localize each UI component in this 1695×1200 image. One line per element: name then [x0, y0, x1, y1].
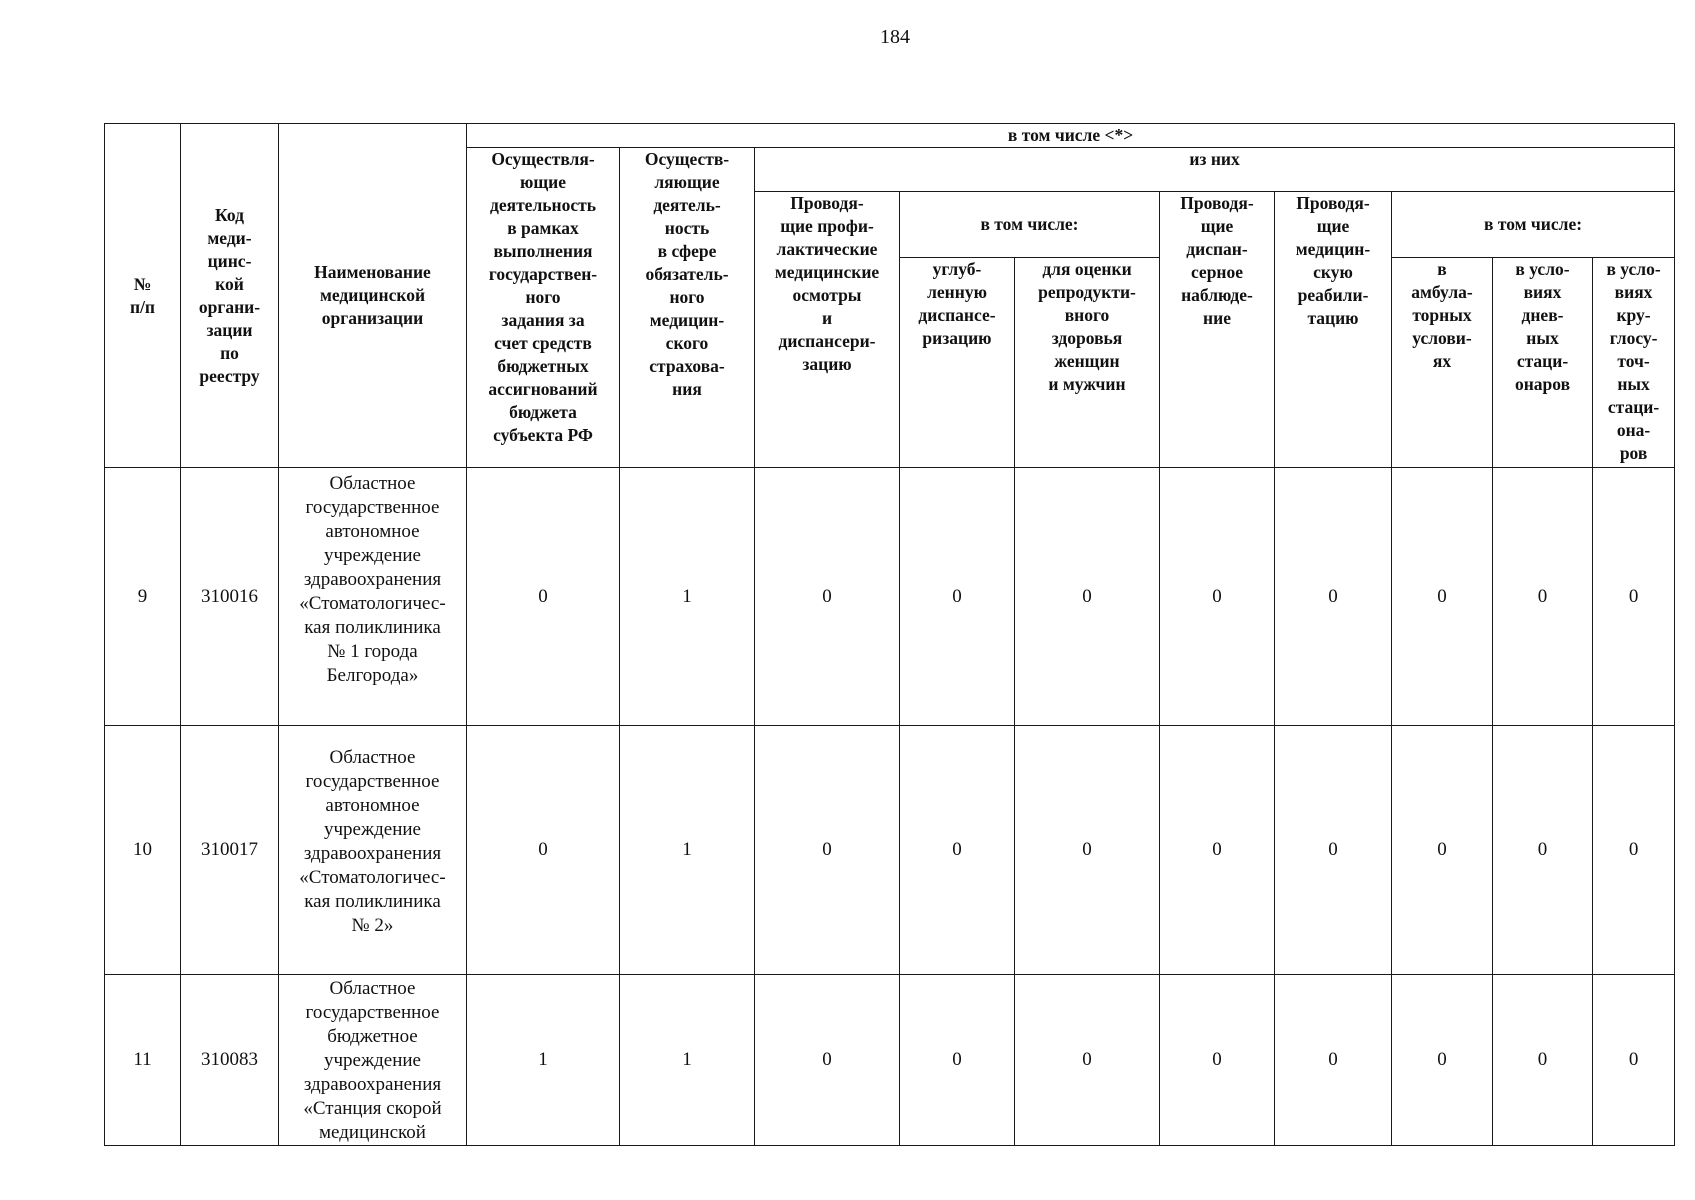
cell-ambulatory: 0	[1392, 726, 1493, 975]
cell-num: 9	[105, 468, 181, 726]
cell-org-name: Областное государственное бюджетное учреждение здравоохранения «Станция скорой медицинской	[279, 975, 467, 1146]
table-row	[105, 975, 1675, 1146]
cell-deep-disp: 0	[900, 468, 1015, 726]
cell-code: 310083	[181, 975, 279, 1146]
cell-deep-disp: 0	[900, 726, 1015, 975]
table-row	[105, 468, 1675, 726]
header-deep-disp: углуб- ленную диспансе- ризацию	[900, 258, 1015, 468]
cell-num: 10	[105, 726, 181, 975]
cell-disp-observation: 0	[1160, 726, 1275, 975]
cell-round-hospital: 0	[1593, 726, 1675, 975]
cell-deep-disp: 0	[900, 975, 1015, 1146]
header-including-2: в том числе:	[1392, 192, 1675, 258]
table-header	[105, 124, 1675, 468]
cell-oms: 1	[620, 468, 755, 726]
cell-prof-exams: 0	[755, 468, 900, 726]
header-org-name: Наименование медицинской организации	[279, 124, 467, 468]
header-disp-observation: Проводя- щие диспан- серное наблюде- ние	[1160, 192, 1275, 468]
cell-num: 11	[105, 975, 181, 1146]
cell-rehab: 0	[1275, 468, 1392, 726]
cell-disp-observation: 0	[1160, 975, 1275, 1146]
cell-oms: 1	[620, 726, 755, 975]
cell-day-hospital: 0	[1493, 975, 1593, 1146]
cell-ambulatory: 0	[1392, 975, 1493, 1146]
cell-prof-exams: 0	[755, 975, 900, 1146]
medical-organizations-table	[104, 123, 1675, 1146]
header-including-group: в том числе <*>	[467, 124, 1675, 148]
cell-state-task: 1	[467, 975, 620, 1146]
cell-code: 310017	[181, 726, 279, 975]
cell-round-hospital: 0	[1593, 468, 1675, 726]
cell-ambulatory: 0	[1392, 468, 1493, 726]
page-number: 184	[880, 26, 910, 48]
cell-reproductive: 0	[1015, 468, 1160, 726]
header-including-1: в том числе:	[900, 192, 1160, 258]
cell-code: 310016	[181, 468, 279, 726]
table-body	[105, 468, 1675, 1146]
cell-rehab: 0	[1275, 726, 1392, 975]
header-round-hospital: в усло- виях кру- глосу- точ- ных стаци- она- ров	[1593, 258, 1675, 468]
cell-org-name: Областное государственное автономное учреждение здравоохранения «Стоматологичес- кая поликлиника № 2»	[279, 726, 467, 975]
header-oms: Осуществ- ляющие деятель- ность в сфере обязатель- ного медицин- ского страхова- ния	[620, 148, 755, 468]
cell-disp-observation: 0	[1160, 468, 1275, 726]
header-rehab: Проводя- щие медицин- скую реабили- тацию	[1275, 192, 1392, 468]
header-reproductive: для оценки репродукти- вного здоровья женщин и мужчин	[1015, 258, 1160, 468]
header-prof-exams: Проводя- щие профи- лактические медицинские осмотры и диспансери- зацию	[755, 192, 900, 468]
cell-state-task: 0	[467, 468, 620, 726]
header-num: № п/п	[105, 124, 181, 468]
cell-rehab: 0	[1275, 975, 1392, 1146]
cell-reproductive: 0	[1015, 726, 1160, 975]
cell-prof-exams: 0	[755, 726, 900, 975]
cell-round-hospital: 0	[1593, 975, 1675, 1146]
header-of-them: из них	[755, 148, 1675, 192]
cell-day-hospital: 0	[1493, 726, 1593, 975]
cell-reproductive: 0	[1015, 975, 1160, 1146]
table-row	[105, 726, 1675, 975]
cell-oms: 1	[620, 975, 755, 1146]
header-day-hospital: в усло- виях днев- ных стаци- онаров	[1493, 258, 1593, 468]
cell-org-name: Областное государственное автономное учреждение здравоохранения «Стоматологичес- кая поликлиника № 1 города Белгорода»	[279, 468, 467, 726]
cell-day-hospital: 0	[1493, 468, 1593, 726]
header-code: Код меди- цинс- кой органи- зации по реестру	[181, 124, 279, 468]
header-ambulatory: в амбула- торных услови- ях	[1392, 258, 1493, 468]
cell-state-task: 0	[467, 726, 620, 975]
header-state-task: Осуществля- ющие деятельность в рамках выполнения государствен- ного задания за счет средств бюджетных ассигнований бюджета субъекта РФ	[467, 148, 620, 468]
